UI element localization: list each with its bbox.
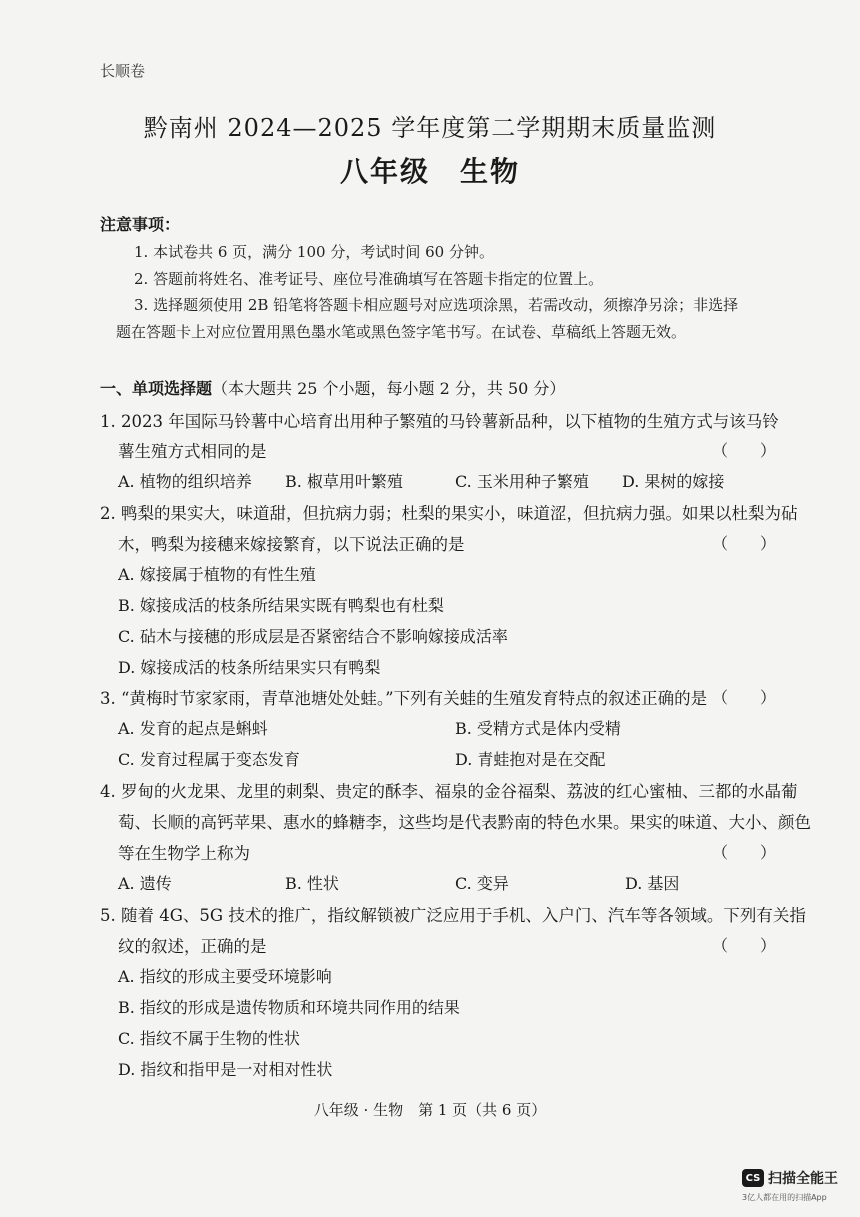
question-1-option-d: D. 果树的嫁接 bbox=[622, 472, 725, 491]
question-3-option-b: B. 受精方式是体内受精 bbox=[455, 719, 621, 738]
question-1-line-2: 薯生殖方式相同的是 bbox=[118, 442, 267, 461]
question-1-option-c: C. 玉米用种子繁殖 bbox=[455, 472, 589, 491]
notice-item: 题在答题卡上对应位置用黑色墨水笔或黑色签字笔书写。在试卷、草稿纸上答题无效。 bbox=[116, 323, 687, 341]
notice-item: 1. 本试卷共 6 页，满分 100 分，考试时间 60 分钟。 bbox=[134, 243, 494, 261]
answer-blank: （ ） bbox=[712, 441, 777, 460]
paper-label: 长顺卷 bbox=[100, 62, 146, 80]
exam-title: 黔南州 2024—2025 学年度第二学期期末质量监测 bbox=[143, 114, 717, 142]
question-1-line-1: 1. 2023 年国际马铃薯中心培育出用种子繁殖的马铃薯新品种，以下植物的生殖方式与该马铃 bbox=[100, 412, 779, 431]
question-2-line-1: 2. 鸭梨的果实大，味道甜，但抗病力弱；杜梨的果实小，味道涩，但抗病力强。如果以杜梨为砧 bbox=[100, 504, 798, 523]
question-3-option-a: A. 发育的起点是蝌蚪 bbox=[118, 719, 268, 738]
question-3-option-d: D. 青蛙抱对是在交配 bbox=[455, 750, 606, 769]
scanner-watermark bbox=[742, 1168, 838, 1188]
question-2-option-b: B. 嫁接成活的枝条所结果实既有鸭梨也有杜梨 bbox=[118, 596, 444, 615]
scanner-app-name: 扫描全能王 bbox=[768, 1171, 838, 1187]
question-5-option-d: D. 指纹和指甲是一对相对性状 bbox=[118, 1060, 333, 1079]
question-5-option-c: C. 指纹不属于生物的性状 bbox=[118, 1029, 300, 1048]
exam-subtitle: 八年级 生物 bbox=[339, 155, 520, 188]
question-4-option-c: C. 变异 bbox=[455, 874, 509, 893]
question-3-option-c: C. 发育过程属于变态发育 bbox=[118, 750, 300, 769]
question-4-option-d: D. 基因 bbox=[625, 874, 680, 893]
question-4-line-2: 萄、长顺的高钙苹果、惠水的蜂糖李，这些均是代表黔南的特色水果。果实的味道、大小、颜色 bbox=[118, 813, 811, 832]
question-4-option-b: B. 性状 bbox=[285, 874, 339, 893]
question-5-option-a: A. 指纹的形成主要受环境影响 bbox=[118, 967, 332, 986]
page-footer: 八年级 · 生物 第 1 页（共 6 页） bbox=[313, 1101, 547, 1119]
question-2-option-d: D. 嫁接成活的枝条所结果实只有鸭梨 bbox=[118, 658, 381, 677]
answer-blank: （ ） bbox=[712, 534, 777, 553]
notice-heading: 注意事项： bbox=[100, 215, 181, 234]
question-2-option-a: A. 嫁接属于植物的有性生殖 bbox=[118, 565, 316, 584]
question-1-option-a: A. 植物的组织培养 bbox=[118, 472, 252, 491]
question-4-option-a: A. 遗传 bbox=[118, 874, 172, 893]
question-4-line-3: 等在生物学上称为 bbox=[118, 844, 250, 863]
section-desc: （本大题共 25 个小题，每小题 2 分，共 50 分） bbox=[212, 379, 566, 398]
question-1-option-b: B. 椒草用叶繁殖 bbox=[285, 472, 403, 491]
question-2-line-2: 木，鸭梨为接穗来嫁接繁育，以下说法正确的是 bbox=[118, 535, 465, 554]
question-2-option-c: C. 砧木与接穗的形成层是否紧密结合不影响嫁接成活率 bbox=[118, 627, 508, 646]
question-5-option-b: B. 指纹的形成是遗传物质和环境共同作用的结果 bbox=[118, 998, 460, 1017]
section-heading bbox=[100, 376, 565, 399]
notice-item: 3. 选择题须使用 2B 铅笔将答题卡相应题号对应选项涂黑，若需改动，须擦净另涂；非选择 bbox=[134, 296, 739, 314]
question-5-line-1: 5. 随着 4G、5G 技术的推广，指纹解锁被广泛应用于手机、入户门、汽车等各领域。下列有关指 bbox=[100, 906, 806, 925]
question-3-line-1: 3. “黄梅时节家家雨，青草池塘处处蛙。”下列有关蛙的生殖发育特点的叙述正确的是 bbox=[100, 689, 708, 708]
scanner-logo-icon: CS bbox=[742, 1169, 764, 1187]
question-4-line-1: 4. 罗甸的火龙果、龙里的刺梨、贵定的酥李、福泉的金谷福梨、荔波的红心蜜柚、三都的水晶葡 bbox=[100, 782, 798, 801]
scanner-tagline: 3亿人都在用的扫描App bbox=[742, 1193, 827, 1202]
section-title: 一、单项选择题 bbox=[100, 379, 213, 398]
answer-blank: （ ） bbox=[712, 843, 777, 862]
question-5-line-2: 纹的叙述，正确的是 bbox=[118, 937, 267, 956]
answer-blank: （ ） bbox=[712, 936, 777, 955]
answer-blank: （ ） bbox=[712, 688, 777, 707]
notice-item: 2. 答题前将姓名、准考证号、座位号准确填写在答题卡指定的位置上。 bbox=[134, 270, 604, 288]
